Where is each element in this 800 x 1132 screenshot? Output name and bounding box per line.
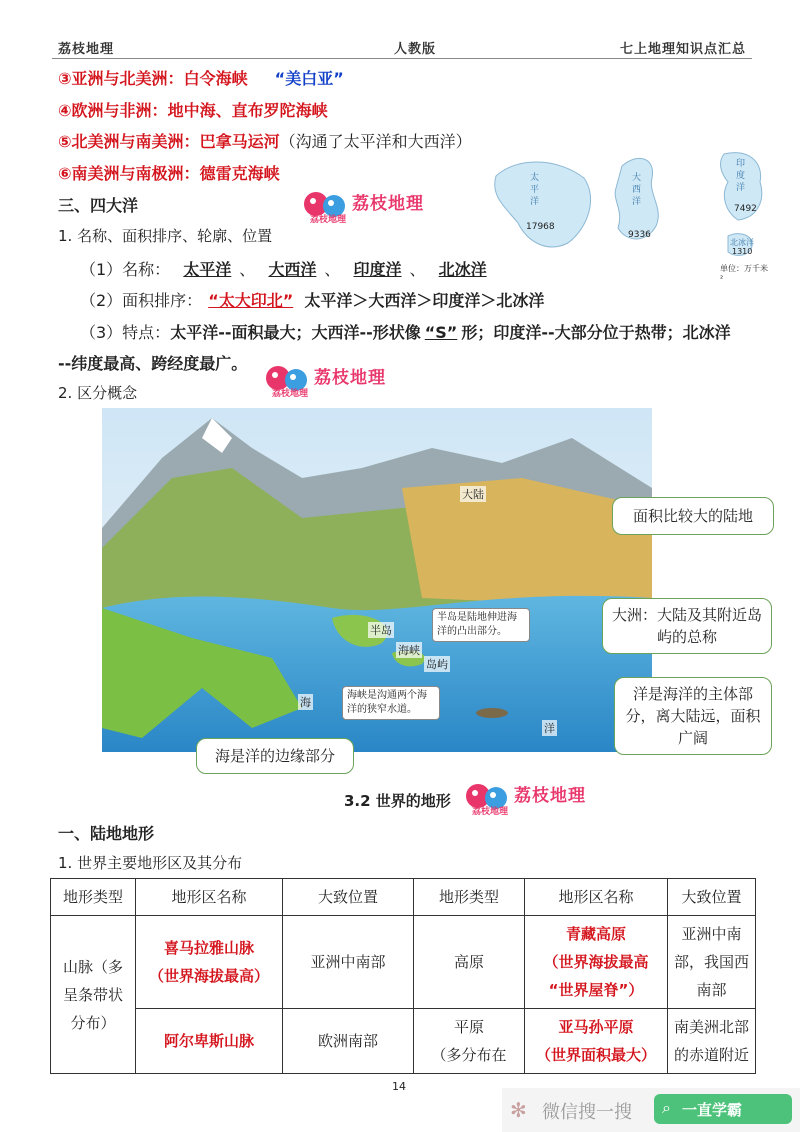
header-left: 荔枝地理 [58, 42, 115, 57]
item-names-areas: 1. 名称、面积排序、轮廓、位置 [58, 227, 273, 245]
subsection-land-landforms: 一、陆地地形 [58, 824, 155, 843]
label-ocean: 洋 [544, 722, 555, 735]
search-button[interactable]: ⌕ 一直学霸 [654, 1094, 792, 1124]
wechat-search-logo-icon: ✻ [510, 1098, 527, 1122]
label-island: 岛屿 [426, 658, 448, 671]
page-number: 14 [392, 1080, 406, 1093]
strait-line-4: ④欧洲与非洲：地中海、直布罗陀海峡 [58, 101, 328, 120]
ocean-feature-line2: --纬度最高、跨经度最广。 [58, 354, 248, 373]
landform-table [50, 878, 756, 1074]
item-landform-regions: 1. 世界主要地形区及其分布 [58, 854, 243, 872]
table-header-row: 地形类型 地形区名称 大致位置 地形类型 地形区名称 大致位置 [51, 879, 756, 916]
wechat-search-watermark: ✻ 微信搜一搜 ⌕ 一直学霸 [502, 1088, 800, 1132]
section-world-landforms: 3.2 世界的地形 [344, 792, 451, 810]
table-row: 山脉（多呈条带状分布） 喜马拉雅山脉 （世界海拔最高） 亚洲中南部 高原 青藏高原 （世界海拔最高 “世界屋脊”） 亚洲中南部，我国西南部 [51, 916, 756, 1009]
atlantic-value: 9336 [628, 230, 651, 240]
callout-ocean: 洋是海洋的主体部分，离大陆远，面积广阔 [614, 677, 772, 755]
header-right: 七上地理知识点汇总 [620, 42, 747, 57]
ocean-feature-line: （3）特点：太平洋--面积最大；大西洋--形状像 “S” 形；印度洋--大部分位于热带；北冰洋 [80, 323, 731, 342]
peninsula-note: 半岛是陆地伸进海洋的凸出部分。 [432, 608, 530, 642]
callout-zhou: 大洲：大陆及其附近岛屿的总称 [602, 598, 772, 654]
ocean-unit: 单位：万千米² [720, 264, 768, 283]
callout-sea: 海是洋的边缘部分 [196, 738, 354, 774]
landscape-illustration [102, 408, 652, 752]
ocean-outline-maps: 太平洋 17968 大西洋 9336 印度洋 7492 北冰洋 1310 单位：万千米² [488, 148, 768, 278]
strait-line-5: ⑤北美洲与南美洲：巴拿马运河（沟通了太平洋和大西洋） [58, 132, 472, 151]
label-sea: 海 [300, 696, 311, 709]
ocean-area-line: （2）面积排序： “太大印北” 太平洋＞大西洋＞印度洋＞北冰洋 [80, 291, 545, 310]
indian-value: 7492 [734, 204, 757, 214]
label-peninsula: 半岛 [370, 624, 392, 637]
pacific-value: 17968 [526, 222, 555, 232]
item-distinguish: 2. 区分概念 [58, 384, 138, 402]
lizhi-logo-1: 荔枝地理 荔枝地理 [300, 186, 440, 226]
label-strait: 海峡 [398, 644, 420, 657]
strait-line-6: ⑥南美洲与南极洲：德雷克海峡 [58, 164, 280, 183]
strait-line-3: ③亚洲与北美洲：白令海峡 “美白亚” [58, 69, 344, 88]
table-row: 阿尔卑斯山脉 欧洲南部 平原 （多分布在 亚马孙平原 （世界面积最大） 南美洲北部的赤道附近 [51, 1009, 756, 1074]
section-four-oceans: 三、四大洋 [58, 196, 139, 215]
ocean-names-line: （1）名称： 太平洋 、 大西洋 、 印度洋 、 北冰洋 [80, 260, 487, 279]
lizhi-logo-2: 荔枝地理 荔枝地理 [262, 360, 402, 400]
header-divider [52, 58, 752, 59]
label-continent: 大陆 [462, 488, 484, 501]
strait-note: 海峡是沟通两个海洋的狭窄水道。 [342, 686, 440, 720]
lizhi-logo-3: 荔枝地理 荔枝地理 [462, 778, 602, 818]
search-icon: ⌕ [662, 1098, 671, 1117]
callout-continent: 面积比较大的陆地 [612, 497, 774, 535]
header-center: 人教版 [394, 42, 437, 57]
arctic-value: 1310 [732, 247, 753, 256]
